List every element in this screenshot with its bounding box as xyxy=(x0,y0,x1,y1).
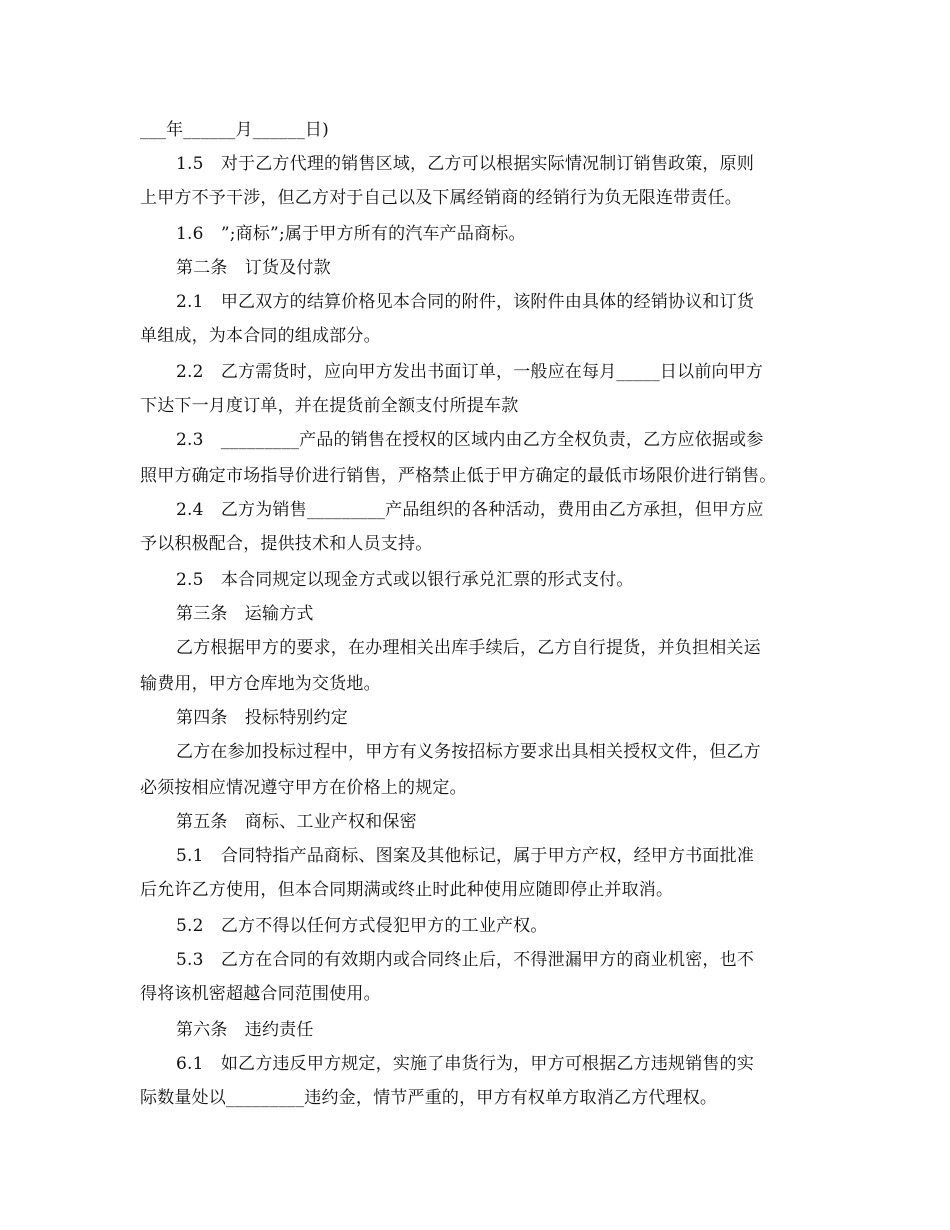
text-line: 输费用，甲方仓库地为交货地。 xyxy=(140,674,381,694)
text-line: 下达下一月度订单，并在提货前全额支付所提车款 xyxy=(140,396,519,416)
text-line: 6.1 如乙方违反甲方规定，实施了串货行为，甲方可根据乙方违规销售的实 xyxy=(176,1054,755,1074)
section-heading: 第二条 订货及付款 xyxy=(176,258,331,278)
text-line: 乙方根据甲方的要求，在办理相关出库手续后，乙方自行提货，并负担相关运 xyxy=(176,638,761,658)
section-heading: 第六条 违约责任 xyxy=(176,1020,314,1040)
text-line: 2.2 乙方需货时，应向甲方发出书面订单，一般应在每月_____日以前向甲方 xyxy=(176,362,764,382)
text-line: 得将该机密超越合同范围使用。 xyxy=(140,984,381,1004)
text-line: ___年______月______日) xyxy=(140,120,329,140)
section-heading: 第三条 运输方式 xyxy=(176,604,314,624)
text-line: 必须按相应情况遵守甲方在价格上的规定。 xyxy=(140,778,467,798)
text-line: 2.1 甲乙双方的结算价格见本合同的附件，该附件由具体的经销协议和订货 xyxy=(176,292,755,312)
text-line: 5.2 乙方不得以任何方式侵犯甲方的工业产权。 xyxy=(176,916,548,936)
text-line: 际数量处以_________违约金，情节严重的，甲方有权单方取消乙方代理权。 xyxy=(140,1088,718,1108)
section-heading: 第四条 投标特别约定 xyxy=(176,708,348,728)
text-line: 5.3 乙方在合同的有效期内或合同终止后，不得泄漏甲方的商业机密，也不 xyxy=(176,950,755,970)
text-line: 5.1 合同特指产品商标、图案及其他标记，属于甲方产权，经甲方书面批准 xyxy=(176,846,755,866)
text-line: 后允许乙方使用，但本合同期满或终止时此种使用应随即停止并取消。 xyxy=(140,880,674,900)
text-line: 单组成，为本合同的组成部分。 xyxy=(140,326,381,346)
text-line: 上甲方不予干涉，但乙方对于自己以及下属经销商的经销行为负无限连带责任。 xyxy=(140,188,742,208)
text-line: 2.5 本合同规定以现金方式或以银行承兑汇票的形式支付。 xyxy=(176,570,634,590)
text-line: 2.4 乙方为销售_________产品组织的各种活动，费用由乙方承担，但甲方应 xyxy=(176,500,764,520)
text-line: 2.3 _________产品的销售在授权的区域内由乙方全权负责，乙方应依据或参 xyxy=(176,430,764,450)
text-line: 乙方在参加投标过程中，甲方有义务按招标方要求出具相关授权文件，但乙方 xyxy=(176,742,761,762)
text-line: 照甲方确定市场指导价进行销售，严格禁止低于甲方确定的最低市场限价进行销售。 xyxy=(140,466,777,486)
text-line: 1.6 ”;商标”;属于甲方所有的汽车产品商标。 xyxy=(176,224,526,244)
text-line: 予以积极配合，提供技术和人员支持。 xyxy=(140,534,433,554)
section-heading: 第五条 商标、工业产权和保密 xyxy=(176,812,417,832)
text-line: 1.5 对于乙方代理的销售区域，乙方可以根据实际情况制订销售政策，原则 xyxy=(176,154,755,174)
